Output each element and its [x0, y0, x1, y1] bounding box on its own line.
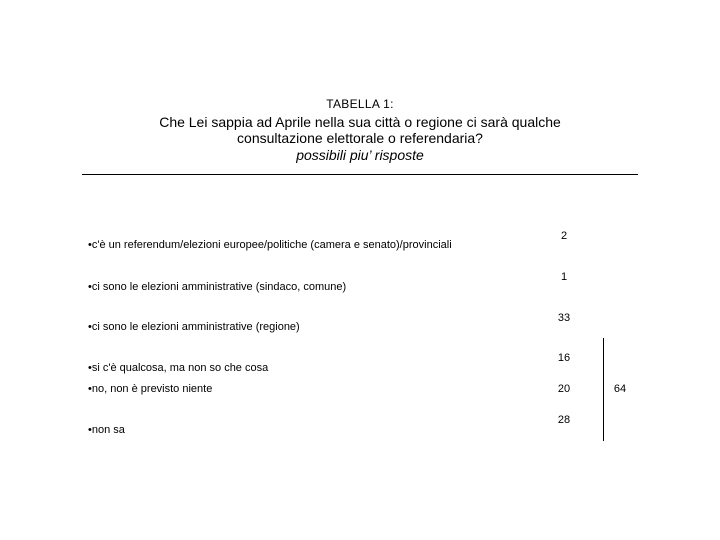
- row-label: •si c'è qualcosa, ma non so che cosa: [88, 362, 269, 374]
- table-label: TABELLA 1:: [326, 97, 394, 111]
- row-value: 16: [557, 352, 571, 364]
- subtotal-value: 64: [613, 383, 627, 395]
- row-value: 28: [557, 414, 571, 426]
- row-label: •ci sono le elezioni amministrative (sindaco, comune): [88, 281, 347, 293]
- row-label: •no, non è previsto niente: [88, 383, 213, 395]
- subtotal-bracket-line: [603, 338, 604, 441]
- question-note: possibili piu’ risposte: [296, 147, 424, 163]
- header-divider: [82, 174, 638, 175]
- question-line-1: Che Lei sappia ad Aprile nella sua città o regione ci sarà qualche: [159, 114, 561, 130]
- question-line-2: consultazione elettorale o referendaria?: [237, 130, 483, 146]
- row-value: 20: [557, 383, 571, 395]
- row-label: •ci sono le elezioni amministrative (regione): [88, 321, 300, 333]
- row-value: 2: [560, 230, 568, 242]
- row-label: •c'è un referendum/elezioni europee/politiche (camera e senato)/provinciali: [88, 239, 452, 251]
- row-value: 1: [560, 271, 568, 283]
- row-label: •non sa: [88, 424, 125, 436]
- row-value: 33: [557, 312, 571, 324]
